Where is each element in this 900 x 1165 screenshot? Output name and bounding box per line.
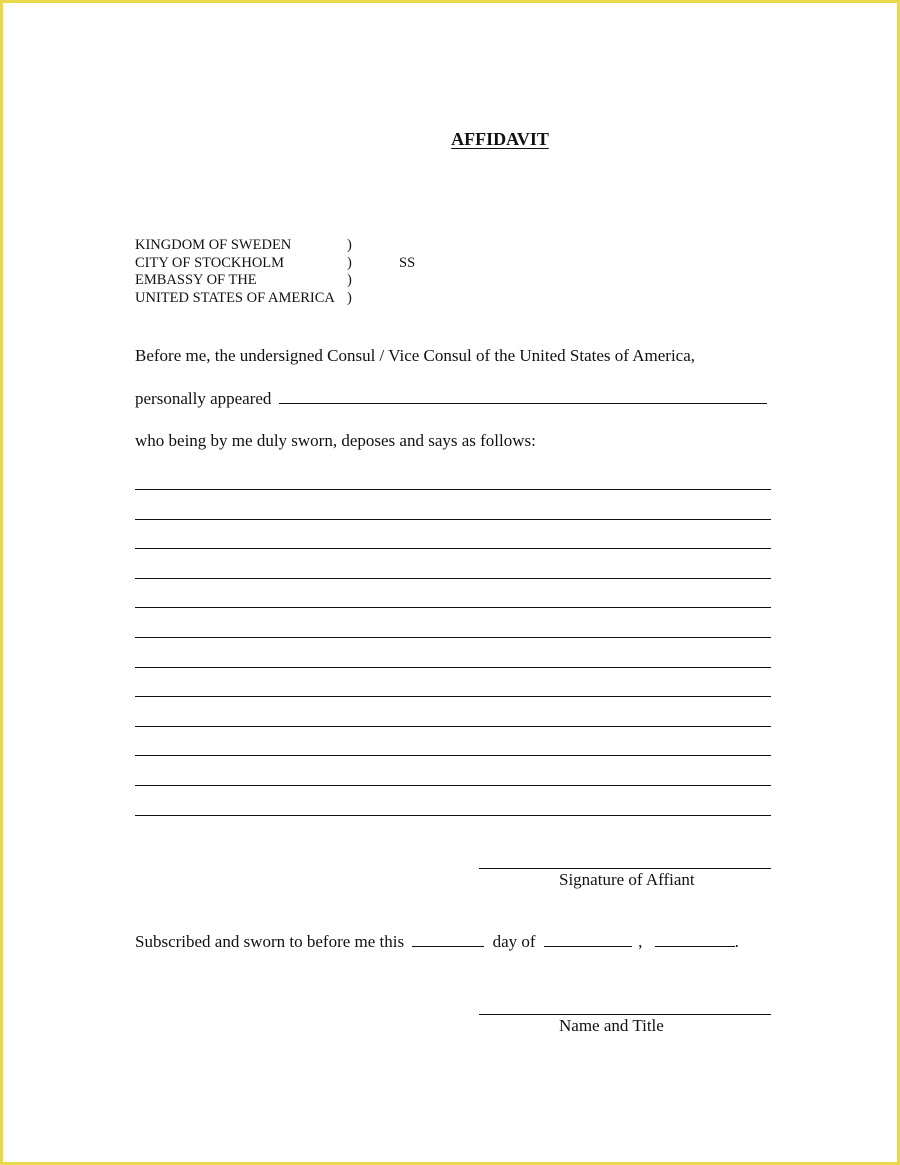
venue-text: CITY OF STOCKHOLM <box>135 254 285 271</box>
venue-block <box>135 237 352 307</box>
venue-line <box>135 289 352 308</box>
statement-line[interactable] <box>135 696 771 697</box>
statement-line[interactable] <box>135 785 771 786</box>
intro-paragraph: Before me, the undersigned Consul / Vice Consul of the United States of America, <box>135 346 696 365</box>
statement-line[interactable] <box>135 667 771 668</box>
period-text: . <box>734 932 739 951</box>
signature-line[interactable] <box>479 868 771 869</box>
statement-line[interactable] <box>135 548 771 549</box>
statement-line[interactable] <box>135 607 771 608</box>
name-title-line[interactable] <box>479 1014 771 1015</box>
day-blank[interactable] <box>412 932 484 947</box>
statement-line[interactable] <box>135 489 771 490</box>
name-title-caption: Name and Title <box>559 1016 664 1035</box>
ss-mark: SS <box>399 255 416 271</box>
subscribed-line <box>135 932 739 952</box>
document-title: AFFIDAVIT <box>451 129 549 149</box>
day-of-text: day of <box>492 932 536 951</box>
sworn-paragraph: who being by me duly sworn, deposes and says as follows: <box>135 431 536 450</box>
venue-paren: ) <box>347 237 352 253</box>
venue-text: KINGDOM OF SWEDEN <box>135 237 292 253</box>
venue-paren: ) <box>347 289 352 306</box>
year-blank[interactable] <box>655 932 735 947</box>
comma-text: , <box>638 932 643 951</box>
venue-paren: ) <box>347 254 352 271</box>
statement-line[interactable] <box>135 815 771 816</box>
subscribed-prefix: Subscribed and sworn to before me this <box>135 932 405 951</box>
venue-line <box>135 272 352 290</box>
statement-line[interactable] <box>135 519 771 520</box>
statement-line[interactable] <box>135 755 771 756</box>
affiant-name-blank[interactable] <box>279 389 767 404</box>
appeared-line <box>135 389 767 409</box>
statement-line[interactable] <box>135 578 771 579</box>
venue-text: UNITED STATES OF AMERICA <box>135 289 335 306</box>
statement-line[interactable] <box>135 726 771 727</box>
venue-line <box>135 254 352 273</box>
signature-caption: Signature of Affiant <box>559 870 695 889</box>
venue-line <box>135 237 352 255</box>
statement-line[interactable] <box>135 637 771 638</box>
venue-paren: ) <box>347 272 352 288</box>
venue-text: EMBASSY OF THE <box>135 272 257 288</box>
appeared-label: personally appeared <box>135 389 272 408</box>
month-blank[interactable] <box>544 932 632 947</box>
